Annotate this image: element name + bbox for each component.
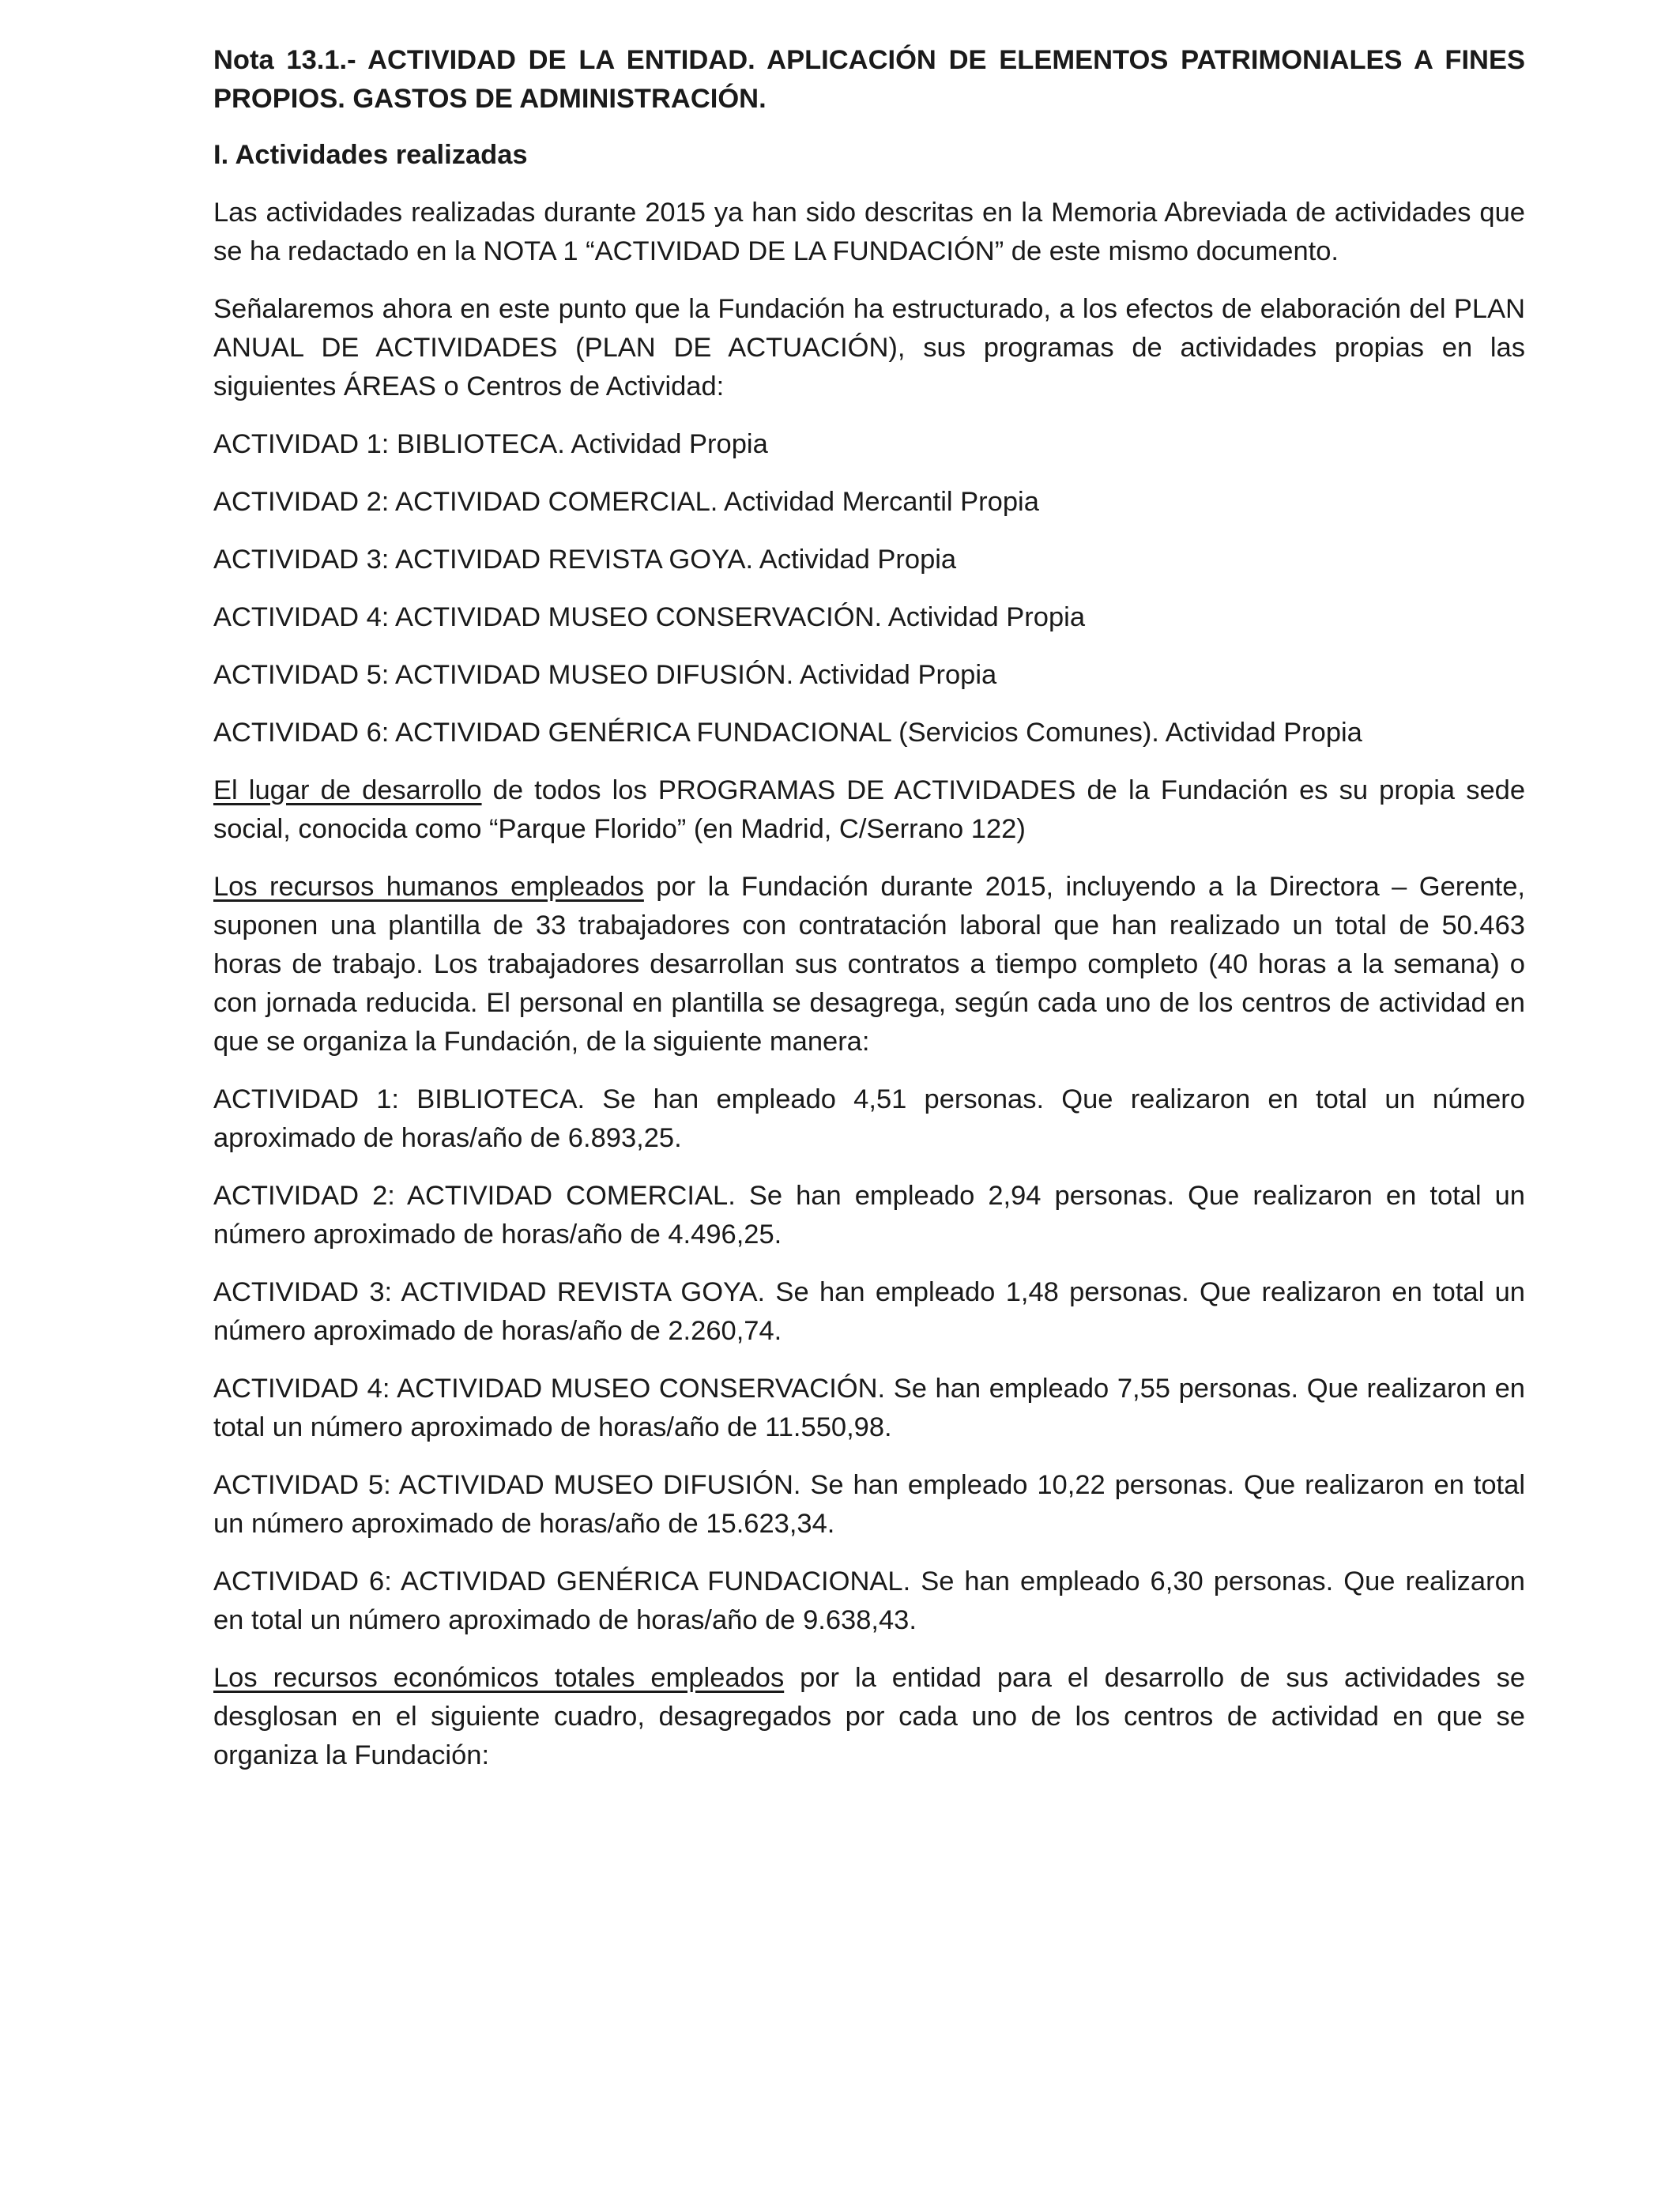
areas-paragraph: Señalaremos ahora en este punto que la Fundación ha estructurado, a los efectos de elaboración del PLAN ANUAL DE ACTIVIDADES (PLAN DE ACTUACIÓN), sus programas de actividades propias en las siguientes ÁREAS o Centros de Actividad: (213, 294, 1525, 401)
section-heading: I. Actividades realizadas (213, 140, 528, 170)
staff-breakdown-item: ACTIVIDAD 5: ACTIVIDAD MUSEO DIFUSIÓN. Se han empleado 10,22 personas. Que realizaron en total un número aproximado de horas/año de 15.623,34. (213, 1470, 1525, 1539)
activity-list (213, 425, 1525, 752)
staff-breakdown-item: ACTIVIDAD 1: BIBLIOTECA. Se han empleado 4,51 personas. Que realizaron en total un número aproximado de horas/año de 6.893,25. (213, 1084, 1525, 1153)
location-paragraph (213, 771, 1525, 849)
activity-item: ACTIVIDAD 2: ACTIVIDAD COMERCIAL. Actividad Mercantil Propia (213, 487, 1039, 517)
document-page (213, 41, 1525, 1794)
activity-item: ACTIVIDAD 4: ACTIVIDAD MUSEO CONSERVACIÓN. Actividad Propia (213, 602, 1086, 632)
activity-item: ACTIVIDAD 3: ACTIVIDAD REVISTA GOYA. Actividad Propia (213, 545, 957, 575)
human-resources-text: por la Fundación durante 2015, incluyendo a la Directora – Gerente, suponen una plantilla de 33 trabajadores con contratación laboral que han realizado un total de 50.463 horas de trabajo. Los trabajadores desarrollan sus contratos a tiempo completo (40 horas a la semana) o con jornada reducida. El personal en plantilla se desagrega, según cada uno de los centros de actividad en que se organiza la Fundación, de la siguiente manera: (213, 872, 1525, 1057)
human-resources-paragraph (213, 868, 1525, 1061)
note-title: Nota 13.1.- ACTIVIDAD DE LA ENTIDAD. APLICACIÓN DE ELEMENTOS PATRIMONIALES A FINES PROPIOS. GASTOS DE ADMINISTRACIÓN. (213, 45, 1525, 114)
human-resources-lead: Los recursos humanos empleados (213, 872, 644, 902)
economic-resources-lead: Los recursos económicos totales empleados (213, 1663, 785, 1693)
activity-item: ACTIVIDAD 6: ACTIVIDAD GENÉRICA FUNDACIONAL (Servicios Comunes). Actividad Propia (213, 718, 1362, 748)
location-lead: El lugar de desarrollo (213, 775, 482, 805)
staff-breakdown-item: ACTIVIDAD 4: ACTIVIDAD MUSEO CONSERVACIÓN. Se han empleado 7,55 personas. Que realizaron en total un número aproximado de horas/año de 11.550,98. (213, 1374, 1525, 1442)
activity-item: ACTIVIDAD 1: BIBLIOTECA. Actividad Propia (213, 429, 768, 459)
staff-breakdown-item: ACTIVIDAD 2: ACTIVIDAD COMERCIAL. Se han empleado 2,94 personas. Que realizaron en total un número aproximado de horas/año de 4.496,25. (213, 1181, 1525, 1250)
staff-breakdown-item: ACTIVIDAD 3: ACTIVIDAD REVISTA GOYA. Se han empleado 1,48 personas. Que realizaron en total un número aproximado de horas/año de 2.260,74. (213, 1277, 1525, 1346)
economic-resources-paragraph (213, 1659, 1525, 1775)
staff-breakdown-item: ACTIVIDAD 6: ACTIVIDAD GENÉRICA FUNDACIONAL. Se han empleado 6,30 personas. Que realizaron en total un número aproximado de horas/año de 9.638,43. (213, 1566, 1525, 1635)
intro-paragraph: Las actividades realizadas durante 2015 ya han sido descritas en la Memoria Abreviada de actividades que se ha redactado en la NOTA 1 “ACTIVIDAD DE LA FUNDACIÓN” de este mismo documento. (213, 198, 1525, 266)
economic-resources-text: por la entidad para el desarrollo de sus actividades se desglosan en el siguiente cuadro, desagregados por cada uno de los centros de actividad en que se organiza la Fundación: (213, 1663, 1526, 1770)
location-text: de todos los PROGRAMAS DE ACTIVIDADES de la Fundación es su propia sede social, conocida como “Parque Florido” (en Madrid, C/Serrano 122) (213, 775, 1526, 844)
staff-breakdown-list (213, 1080, 1525, 1640)
activity-item: ACTIVIDAD 5: ACTIVIDAD MUSEO DIFUSIÓN. Actividad Propia (213, 660, 997, 690)
